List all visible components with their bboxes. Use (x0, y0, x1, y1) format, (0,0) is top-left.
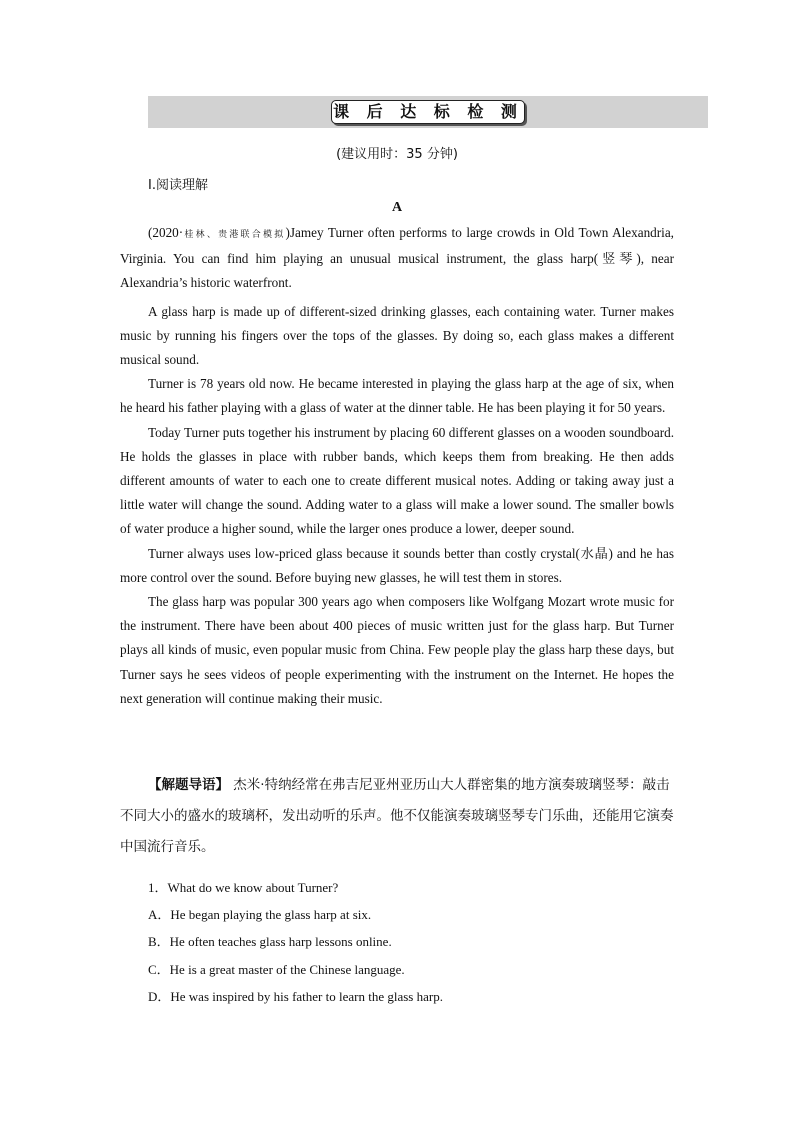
header-banner (148, 96, 708, 128)
option-d: D．He was inspired by his father to learn the glass harp. (148, 989, 443, 1004)
paragraph-2: A glass harp is made up of different-sized drinking glasses, each containing water. Turner makes music by running his fingers over the tops of the glasses. By doing so, each glass makes a different musical sound. (120, 303, 674, 368)
time-note: (建议用时：35 分钟) (336, 147, 458, 162)
option-b: B．He often teaches glass harp lessons online. (148, 934, 392, 949)
source-open: (2020· (148, 225, 184, 240)
source-tag: 桂林、贵港联合模拟 (183, 230, 286, 240)
guide-text: 杰米·特纳经常在弗吉尼亚州亚历山大人群密集的地方演奏玻璃竖琴：敲击不同大小的盛水的玻璃杯，发出动听的乐声。他不仅能演奏玻璃竖琴专门乐曲，还能用它演奏中国流行音乐。 (120, 777, 674, 855)
paragraph-1-text: )Jamey Turner often performs to large crowds in Old Town Alexandria, Virginia. You can find him playing an unusual musical instrument, the glass harp(竖琴), near Alexandria’s historic waterfront. (120, 225, 674, 291)
option-a: A．He began playing the glass harp at six. (148, 907, 372, 922)
banner-title: 课 后 达 标 检 测 (331, 100, 525, 124)
paragraph-3: Turner is 78 years old now. He became interested in playing the glass harp at the age of six, when he heard his father playing with a glass of water at the dinner table. He has been playing it for 50 years. (120, 376, 674, 416)
section-label: Ⅰ.阅读理解 (148, 178, 208, 193)
option-c: C．He is a great master of the Chinese language. (148, 962, 405, 977)
paragraph-5: Turner always uses low-priced glass because it sounds better than costly crystal(水晶) and he has more control over the sound. Before buying new glasses, he will test them in stores. (120, 545, 674, 585)
question-stem: 1．What do we know about Turner? (148, 880, 339, 895)
passage-letter: A (391, 200, 403, 215)
paragraph-6: The glass harp was popular 300 years ago when composers like Wolfgang Mozart wrote music for the instrument. There have been about 400 pieces of music written just for the glass harp. But Turner plays all kinds of music, even popular music from China. Few people play the glass harp these days, but Turner says he sees videos of people experimenting with the instrument on the Internet. He hopes the next generation will continue making their music. (120, 594, 674, 706)
passage-body (120, 221, 674, 711)
solution-guide (120, 770, 680, 863)
guide-label: 【解题导语】 (148, 777, 229, 793)
paragraph-1 (120, 221, 674, 296)
paragraph-4: Today Turner puts together his instrument by placing 60 different glasses on a wooden soundboard. He holds the glasses in place with rubber bands, which keeps them from breaking. He then adds different amounts of water to each one to create different musical notes. Adding or taking away just a little water will change the sound. Adding water to a glass will make a lower sound. The smaller bowls of water produce a higher sound, while the larger ones produce a lower, deeper sound. (120, 424, 674, 537)
